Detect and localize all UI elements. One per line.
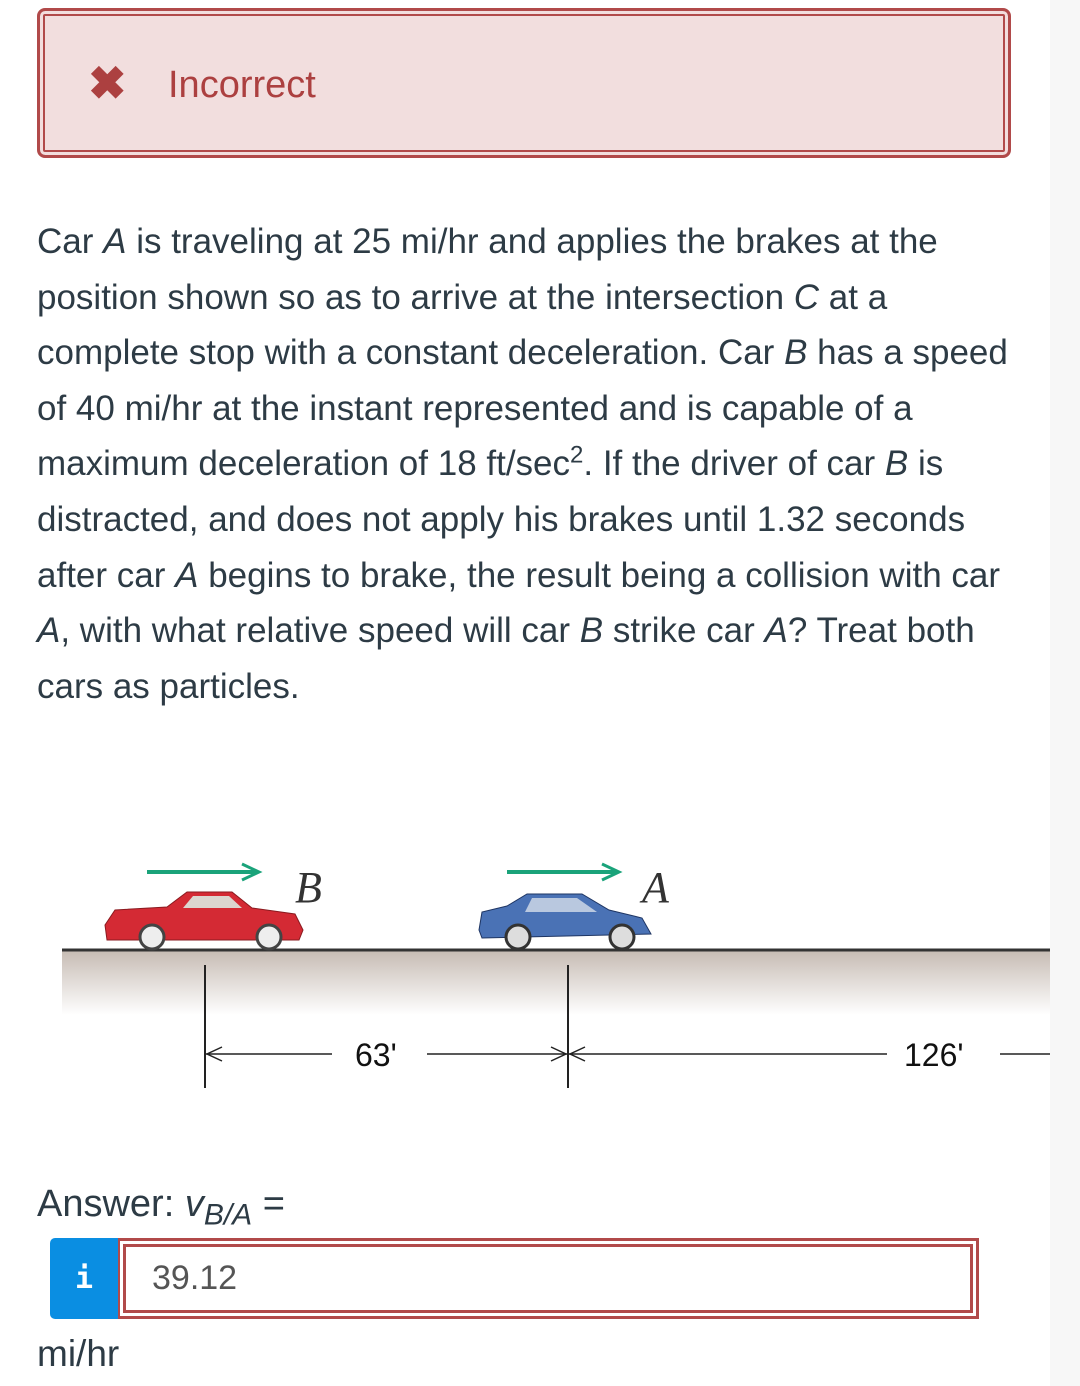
text: has a speed of 40 mi/hr at the instant represented and is capable of a maximum deceleration of 18 ft/sec — [37, 333, 1008, 484]
car-a-label: A — [642, 863, 669, 912]
var: A — [37, 611, 61, 651]
equals-sign: = — [252, 1183, 285, 1225]
answer-input-wrapper — [118, 1238, 979, 1319]
car-b-label: B — [295, 863, 322, 912]
car-a — [479, 894, 651, 949]
text: Car — [37, 222, 104, 261]
cars-diagram — [37, 830, 1050, 1110]
car-b — [105, 892, 303, 949]
text: at a complete stop with a constant deceleration. Car — [37, 277, 888, 373]
text: begins to brake, the result being a collision with car — [198, 555, 1001, 595]
x-icon: ✖ — [88, 57, 127, 109]
answer-label — [37, 1178, 285, 1242]
text: ? Treat both cars as particles. — [37, 611, 975, 706]
exponent: 2 — [570, 441, 584, 469]
variable: v — [184, 1183, 204, 1225]
var: B — [884, 444, 909, 484]
var: A — [764, 611, 788, 651]
dimension-126: 126' — [904, 1037, 964, 1073]
road-surface — [62, 950, 1050, 1015]
answer-prefix: Answer: — [37, 1183, 185, 1225]
text: . If the driver of car — [583, 444, 885, 484]
text: , with what relative speed will car — [60, 611, 580, 651]
info-icon[interactable]: i — [50, 1238, 118, 1319]
var: A — [175, 555, 199, 595]
text: strike car — [603, 611, 765, 651]
variable-subscript: B/A — [203, 1198, 253, 1232]
answer-input[interactable] — [123, 1244, 973, 1313]
page-scroll-gutter — [1050, 0, 1080, 1386]
incorrect-feedback-banner — [37, 8, 1011, 158]
feedback-label: Incorrect — [168, 64, 316, 106]
text: is traveling at 25 mi/hr and applies the brakes at the position shown so as to arrive at the intersection — [37, 222, 938, 317]
var: B — [579, 611, 604, 651]
text: is distracted, and does not apply his brakes until 1.32 seconds after car — [37, 444, 966, 595]
var: A — [103, 222, 127, 261]
answer-unit: mi/hr — [37, 1333, 120, 1374]
dimension-63: 63' — [355, 1037, 397, 1073]
question-text — [37, 214, 1022, 714]
var: C — [793, 277, 820, 317]
var: B — [784, 333, 808, 373]
